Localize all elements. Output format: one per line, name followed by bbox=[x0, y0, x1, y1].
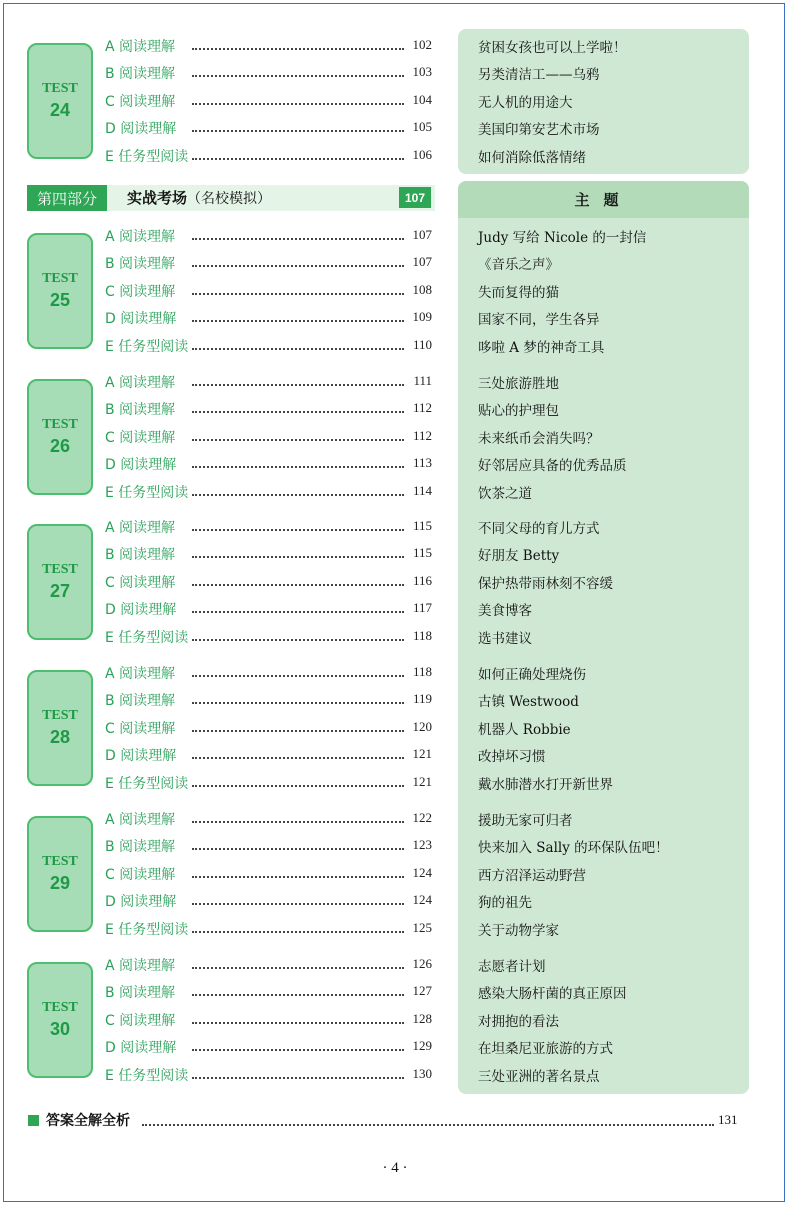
leader-dots bbox=[192, 584, 404, 586]
topic-title: 对拥抱的看法 bbox=[478, 1013, 559, 1030]
topic-title: 哆啦 A 梦的神奇工具 bbox=[478, 339, 605, 356]
section-label: B 阅读理解 bbox=[105, 985, 176, 1002]
topic-title: 三处旅游胜地 bbox=[478, 376, 559, 392]
toc-row[interactable] bbox=[0, 281, 790, 301]
test-badge-number: 26 bbox=[49, 436, 71, 456]
toc-row[interactable] bbox=[0, 891, 790, 911]
section-label: D 阅读理解 bbox=[105, 121, 177, 138]
topic-title: 志愿者计划 bbox=[478, 959, 546, 975]
toc-row[interactable] bbox=[0, 627, 790, 647]
page-ref: 122 bbox=[412, 810, 432, 825]
page-ref: 118 bbox=[412, 627, 432, 643]
leader-dots bbox=[192, 821, 404, 823]
topic-title: 关于动物学家 bbox=[478, 922, 559, 939]
page-ref: 119 bbox=[412, 691, 432, 707]
page-ref: 121 bbox=[412, 746, 432, 762]
page-ref: 103 bbox=[412, 64, 432, 80]
leader-dots bbox=[192, 48, 404, 50]
leader-dots bbox=[192, 903, 404, 905]
topic-title: 饮茶之道 bbox=[478, 485, 532, 502]
section-label: E 任务型阅读 bbox=[105, 338, 189, 355]
page-ref: 112 bbox=[412, 427, 432, 443]
section-label: E 任务型阅读 bbox=[105, 148, 189, 165]
page-ref: 107 bbox=[412, 227, 432, 242]
section-label: E 任务型阅读 bbox=[105, 1067, 189, 1084]
page-ref: 105 bbox=[412, 119, 432, 135]
page-ref: 115 bbox=[412, 518, 432, 533]
section-label: B 阅读理解 bbox=[105, 402, 176, 419]
page-ref: 108 bbox=[412, 281, 432, 297]
toc-row[interactable] bbox=[0, 836, 790, 856]
topic-title: 好邻居应具备的优秀品质 bbox=[478, 458, 627, 475]
part-title bbox=[127, 187, 271, 208]
topic-title: 快来加入 Sally 的环保队伍吧！ bbox=[478, 840, 669, 857]
section-label: C 阅读理解 bbox=[105, 1012, 176, 1029]
leader-dots bbox=[192, 848, 404, 850]
page-ref: 120 bbox=[412, 718, 432, 734]
page-ref: 123 bbox=[412, 837, 432, 853]
page-ref: 112 bbox=[412, 400, 432, 416]
toc-row[interactable] bbox=[0, 336, 790, 356]
section-label: C 阅读理解 bbox=[105, 866, 176, 883]
topic-title: 戴水肺潜水打开新世界 bbox=[478, 776, 613, 793]
toc-row[interactable] bbox=[0, 36, 790, 56]
topics-header: 主题 bbox=[458, 181, 749, 218]
section-label: A 阅读理解 bbox=[105, 958, 176, 974]
section-label: C 阅读理解 bbox=[105, 574, 176, 591]
topic-title: 失而复得的猫 bbox=[478, 284, 559, 301]
topic-title: 无人机的用途大 bbox=[478, 94, 573, 111]
topic-title: 贴心的护理包 bbox=[478, 403, 559, 420]
page-ref: 124 bbox=[412, 864, 432, 880]
topic-title: 另类清洁工——乌鸦 bbox=[478, 67, 600, 84]
section-label: A 阅读理解 bbox=[105, 229, 176, 245]
part-label: 第四部分 bbox=[27, 185, 107, 211]
section-label: D 阅读理解 bbox=[105, 457, 177, 474]
section-label: A 阅读理解 bbox=[105, 520, 176, 536]
section-label: A 阅读理解 bbox=[105, 666, 176, 682]
test-badge-number: 29 bbox=[49, 873, 71, 893]
toc-row[interactable] bbox=[0, 544, 790, 564]
leader-dots bbox=[192, 611, 404, 613]
toc-row[interactable] bbox=[0, 91, 790, 111]
page-ref: 127 bbox=[412, 983, 432, 999]
page-ref: 121 bbox=[412, 773, 432, 789]
topic-title: 援助无家可归者 bbox=[478, 813, 573, 829]
test-badge-number: 27 bbox=[49, 581, 71, 601]
leader-dots bbox=[192, 439, 404, 441]
toc-row[interactable] bbox=[0, 955, 790, 975]
test-badge-number: 24 bbox=[49, 100, 71, 120]
page-ref: 109 bbox=[412, 309, 432, 325]
page-ref: 118 bbox=[412, 664, 432, 679]
page-ref: 125 bbox=[412, 919, 432, 935]
topic-title: 改掉坏习惯 bbox=[478, 749, 546, 766]
section-label: B 阅读理解 bbox=[105, 66, 176, 83]
test-badge-word: TEST bbox=[42, 562, 78, 577]
topic-title: 保护热带雨林刻不容缓 bbox=[478, 575, 613, 592]
part-page-number: 107 bbox=[399, 187, 431, 208]
answers-leader-dots bbox=[142, 1124, 714, 1126]
test-badge-word: TEST bbox=[42, 854, 78, 869]
toc-row[interactable] bbox=[0, 399, 790, 419]
part-subtitle: （名校模拟） bbox=[187, 191, 272, 207]
leader-dots bbox=[192, 130, 404, 132]
topic-title: 狗的祖先 bbox=[478, 895, 532, 912]
answers-page: 131 bbox=[718, 1112, 738, 1127]
page-ref: 104 bbox=[412, 91, 432, 107]
topic-title: 不同父母的育儿方式 bbox=[478, 521, 600, 537]
section-label: A 阅读理解 bbox=[105, 375, 176, 391]
leader-dots bbox=[192, 1022, 404, 1024]
section-label: A 阅读理解 bbox=[105, 812, 176, 828]
toc-row[interactable] bbox=[0, 482, 790, 502]
section-label: D 阅读理解 bbox=[105, 1040, 177, 1057]
page-ref: 111 bbox=[413, 373, 432, 388]
page-ref: 113 bbox=[412, 455, 432, 471]
section-label: E 任务型阅读 bbox=[105, 484, 189, 501]
section-label: E 任务型阅读 bbox=[105, 775, 189, 792]
page-ref: 117 bbox=[412, 600, 432, 616]
page-ref: 116 bbox=[412, 572, 432, 588]
section-label: D 阅读理解 bbox=[105, 894, 177, 911]
page-ref: 107 bbox=[412, 254, 432, 270]
leader-dots bbox=[192, 1077, 404, 1079]
page-ref: 115 bbox=[412, 545, 432, 561]
leader-dots bbox=[192, 293, 404, 295]
section-label: A 阅读理解 bbox=[105, 39, 176, 55]
leader-dots bbox=[192, 348, 404, 350]
test-badge-word: TEST bbox=[42, 1000, 78, 1015]
toc-row[interactable] bbox=[0, 253, 790, 273]
topic-title: 美食博客 bbox=[478, 603, 532, 620]
section-label: C 阅读理解 bbox=[105, 283, 176, 300]
leader-dots bbox=[192, 75, 404, 77]
topic-title: 《音乐之声》 bbox=[478, 257, 559, 274]
page-ref: 114 bbox=[412, 482, 432, 498]
test-badge-number: 30 bbox=[49, 1019, 71, 1039]
topic-title: 如何正确处理烧伤 bbox=[478, 667, 586, 683]
topic-title: 古镇 Westwood bbox=[478, 694, 579, 711]
page-ref: 106 bbox=[412, 146, 432, 162]
toc-row[interactable] bbox=[0, 1037, 790, 1057]
toc-row[interactable] bbox=[0, 919, 790, 939]
test-badge-word: TEST bbox=[42, 417, 78, 432]
section-label: B 阅读理解 bbox=[105, 693, 176, 710]
toc-row[interactable] bbox=[0, 773, 790, 793]
leader-dots bbox=[192, 529, 404, 531]
topic-title: 西方沼泽运动野营 bbox=[478, 867, 586, 884]
page-ref: 126 bbox=[412, 956, 432, 971]
toc-row[interactable] bbox=[0, 517, 790, 537]
toc-row[interactable] bbox=[0, 809, 790, 829]
toc-row[interactable] bbox=[0, 718, 790, 738]
toc-row[interactable] bbox=[0, 308, 790, 328]
test-badge-word: TEST bbox=[42, 271, 78, 286]
section-label: B 阅读理解 bbox=[105, 839, 176, 856]
page-ref: 130 bbox=[412, 1065, 432, 1081]
test-badge-number: 28 bbox=[49, 727, 71, 747]
leader-dots bbox=[192, 384, 404, 386]
leader-dots bbox=[192, 1049, 404, 1051]
topic-title: 选书建议 bbox=[478, 630, 532, 647]
section-label: D 阅读理解 bbox=[105, 602, 177, 619]
topic-title: 国家不同，学生各异 bbox=[478, 312, 600, 329]
topic-title: Judy 写给 Nicole 的一封信 bbox=[478, 230, 647, 246]
leader-dots bbox=[192, 967, 404, 969]
toc-row[interactable] bbox=[0, 663, 790, 683]
leader-dots bbox=[192, 639, 404, 641]
topic-title: 如何消除低落情绪 bbox=[478, 149, 586, 166]
toc-row[interactable] bbox=[0, 690, 790, 710]
topic-title: 三处亚洲的著名景点 bbox=[478, 1068, 600, 1085]
section-label: E 任务型阅读 bbox=[105, 921, 189, 938]
part-title-main: 实战考场 bbox=[127, 189, 188, 207]
leader-dots bbox=[192, 757, 404, 759]
leader-dots bbox=[192, 876, 404, 878]
leader-dots bbox=[192, 411, 404, 413]
topic-title: 贫困女孩也可以上学啦！ bbox=[478, 40, 627, 56]
leader-dots bbox=[192, 265, 404, 267]
topic-title: 在坦桑尼亚旅游的方式 bbox=[478, 1041, 613, 1058]
leader-dots bbox=[192, 702, 404, 704]
answers-label[interactable]: 答案全解全析 bbox=[46, 1113, 130, 1129]
toc-row[interactable] bbox=[0, 572, 790, 592]
leader-dots bbox=[192, 675, 404, 677]
leader-dots bbox=[192, 238, 404, 240]
answers-marker bbox=[28, 1115, 39, 1126]
toc-row[interactable] bbox=[0, 63, 790, 83]
topic-title: 好朋友 Betty bbox=[478, 548, 560, 565]
section-label: B 阅读理解 bbox=[105, 256, 176, 273]
toc-row[interactable] bbox=[0, 372, 790, 392]
leader-dots bbox=[192, 556, 404, 558]
leader-dots bbox=[192, 785, 404, 787]
test-badge-word: TEST bbox=[42, 81, 78, 96]
section-label: C 阅读理解 bbox=[105, 429, 176, 446]
section-label: C 阅读理解 bbox=[105, 93, 176, 110]
toc-row[interactable] bbox=[0, 599, 790, 619]
topic-title: 机器人 Robbie bbox=[478, 721, 571, 738]
section-label: D 阅读理解 bbox=[105, 748, 177, 765]
topic-title: 美国印第安艺术市场 bbox=[478, 122, 600, 139]
section-label: D 阅读理解 bbox=[105, 311, 177, 328]
page-ref: 102 bbox=[412, 37, 432, 52]
leader-dots bbox=[192, 158, 404, 160]
toc-row[interactable] bbox=[0, 118, 790, 138]
topic-title: 感染大肠杆菌的真正原因 bbox=[478, 986, 627, 1003]
section-label: C 阅读理解 bbox=[105, 720, 176, 737]
page-ref: 128 bbox=[412, 1010, 432, 1026]
leader-dots bbox=[192, 994, 404, 996]
toc-row[interactable] bbox=[0, 427, 790, 447]
topic-title: 未来纸币会消失吗？ bbox=[478, 430, 600, 447]
toc-row[interactable] bbox=[0, 226, 790, 246]
page-ref: 124 bbox=[412, 892, 432, 908]
toc-row[interactable] bbox=[0, 864, 790, 884]
leader-dots bbox=[192, 103, 404, 105]
leader-dots bbox=[192, 466, 404, 468]
leader-dots bbox=[192, 494, 404, 496]
toc-row[interactable] bbox=[0, 745, 790, 765]
toc-row[interactable] bbox=[0, 146, 790, 166]
toc-row[interactable] bbox=[0, 1065, 790, 1085]
toc-row[interactable] bbox=[0, 1010, 790, 1030]
section-label: B 阅读理解 bbox=[105, 547, 176, 564]
section-label: E 任务型阅读 bbox=[105, 629, 189, 646]
leader-dots bbox=[192, 730, 404, 732]
page-ref: 110 bbox=[412, 336, 432, 352]
test-badge-word: TEST bbox=[42, 708, 78, 723]
test-badge-number: 25 bbox=[49, 290, 71, 310]
toc-row[interactable] bbox=[0, 982, 790, 1002]
toc-row[interactable] bbox=[0, 454, 790, 474]
leader-dots bbox=[192, 320, 404, 322]
leader-dots bbox=[192, 931, 404, 933]
page-number: · 4 · bbox=[382, 1160, 408, 1176]
page-ref: 129 bbox=[412, 1038, 432, 1054]
